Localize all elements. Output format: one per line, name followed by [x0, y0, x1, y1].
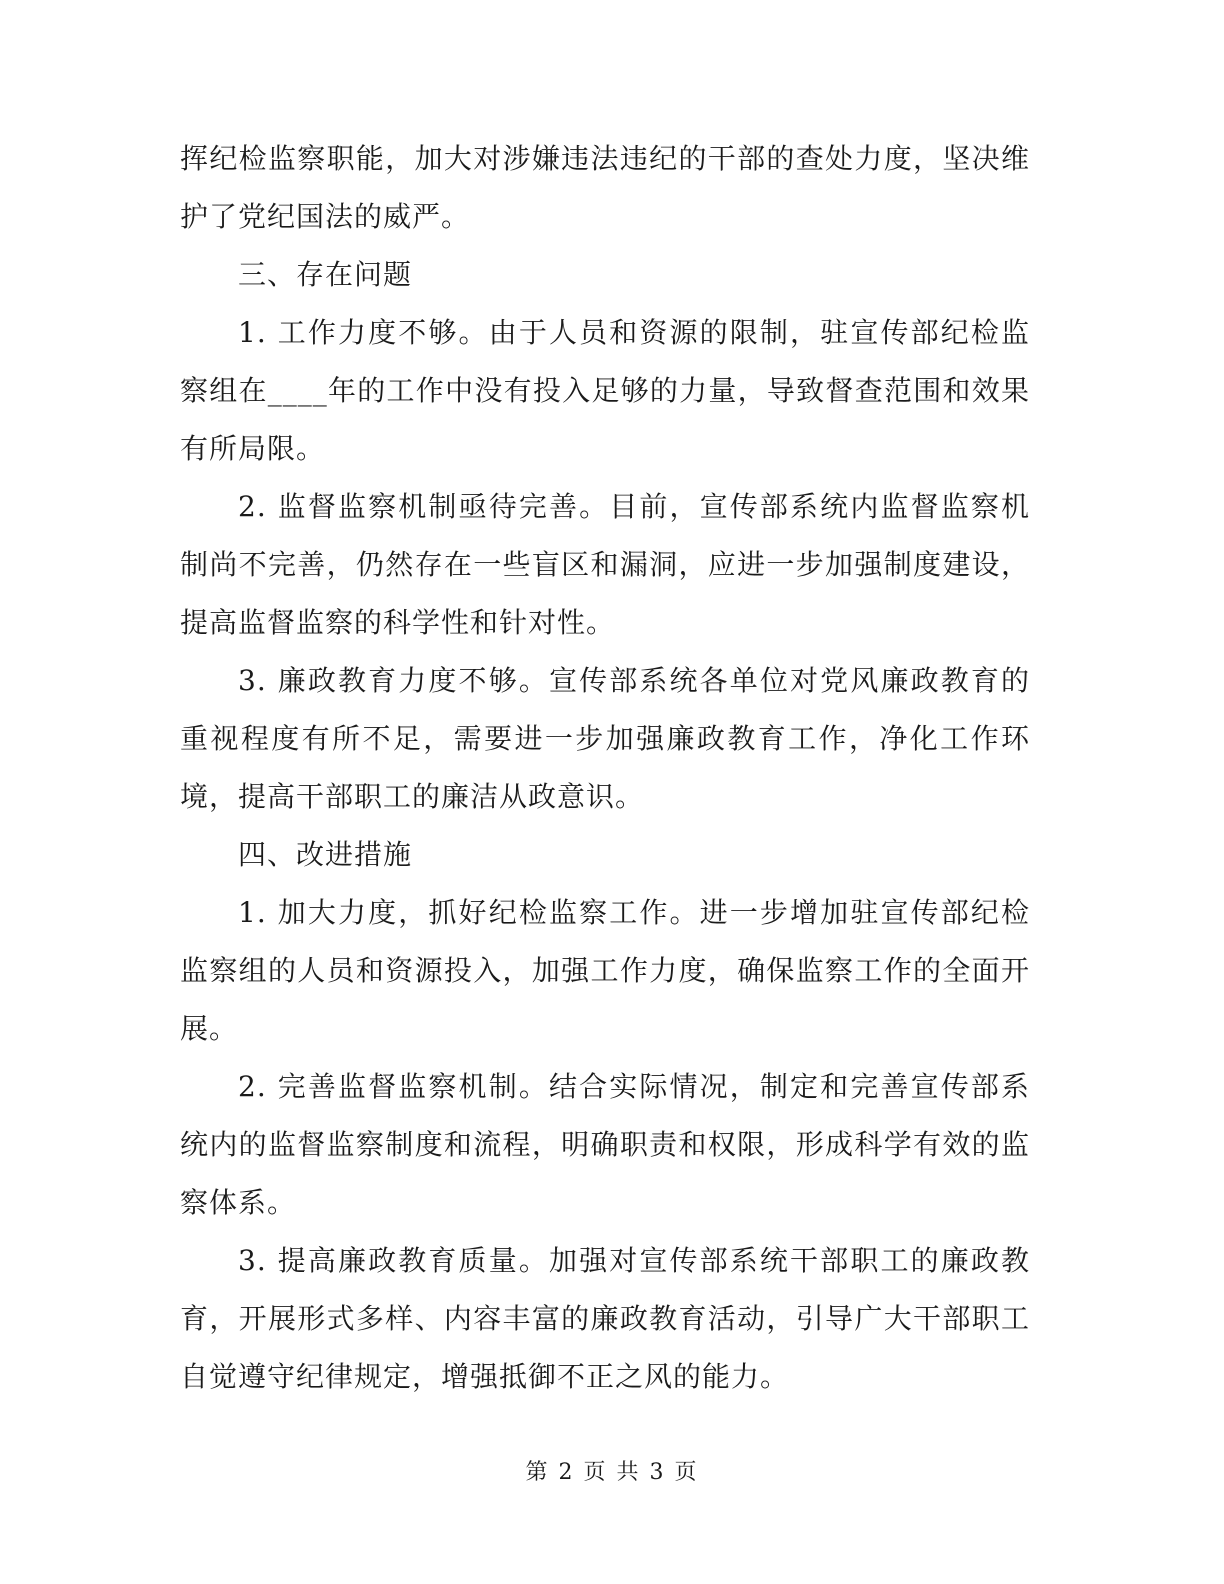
measure-item-2: 2. 完善监督监察机制。结合实际情况，制定和完善宣传部系统内的监督监察制度和流程，明确职责和权限，形成科学有效的监察体系。 — [180, 1070, 1030, 1219]
section-heading-problems: 三、存在问题 — [238, 258, 413, 291]
problem-item-1: 1. 工作力度不够。由于人员和资源的限制，驻宣传部纪检监察组在____年的工作中没有投入足够的力量，导致督查范围和效果有所局限。 — [180, 316, 1030, 465]
measure-item-1: 1. 加大力度，抓好纪检监察工作。进一步增加驻宣传部纪检监察组的人员和资源投入，加强工作力度，确保监察工作的全面开展。 — [180, 896, 1030, 1045]
document-body — [180, 130, 1030, 1406]
measure-item-3: 3. 提高廉政教育质量。加强对宣传部系统干部职工的廉政教育，开展形式多样、内容丰富的廉政教育活动，引导广大干部职工自觉遵守纪律规定，增强抵御不正之风的能力。 — [180, 1244, 1030, 1393]
problem-item-2: 2. 监督监察机制亟待完善。目前，宣传部系统内监督监察机制尚不完善，仍然存在一些盲区和漏洞，应进一步加强制度建设，提高监督监察的科学性和针对性。 — [180, 490, 1030, 639]
page-number-footer: 第 2 页 共 3 页 — [525, 1460, 699, 1485]
section-heading-measures: 四、改进措施 — [238, 838, 413, 871]
problem-item-3: 3. 廉政教育力度不够。宣传部系统各单位对党风廉政教育的重视程度有所不足，需要进一步加强廉政教育工作，净化工作环境，提高干部职工的廉洁从政意识。 — [180, 664, 1030, 813]
paragraph-continuation: 挥纪检监察职能，加大对涉嫌违法违纪的干部的查处力度，坚决维护了党纪国法的威严。 — [180, 142, 1030, 233]
